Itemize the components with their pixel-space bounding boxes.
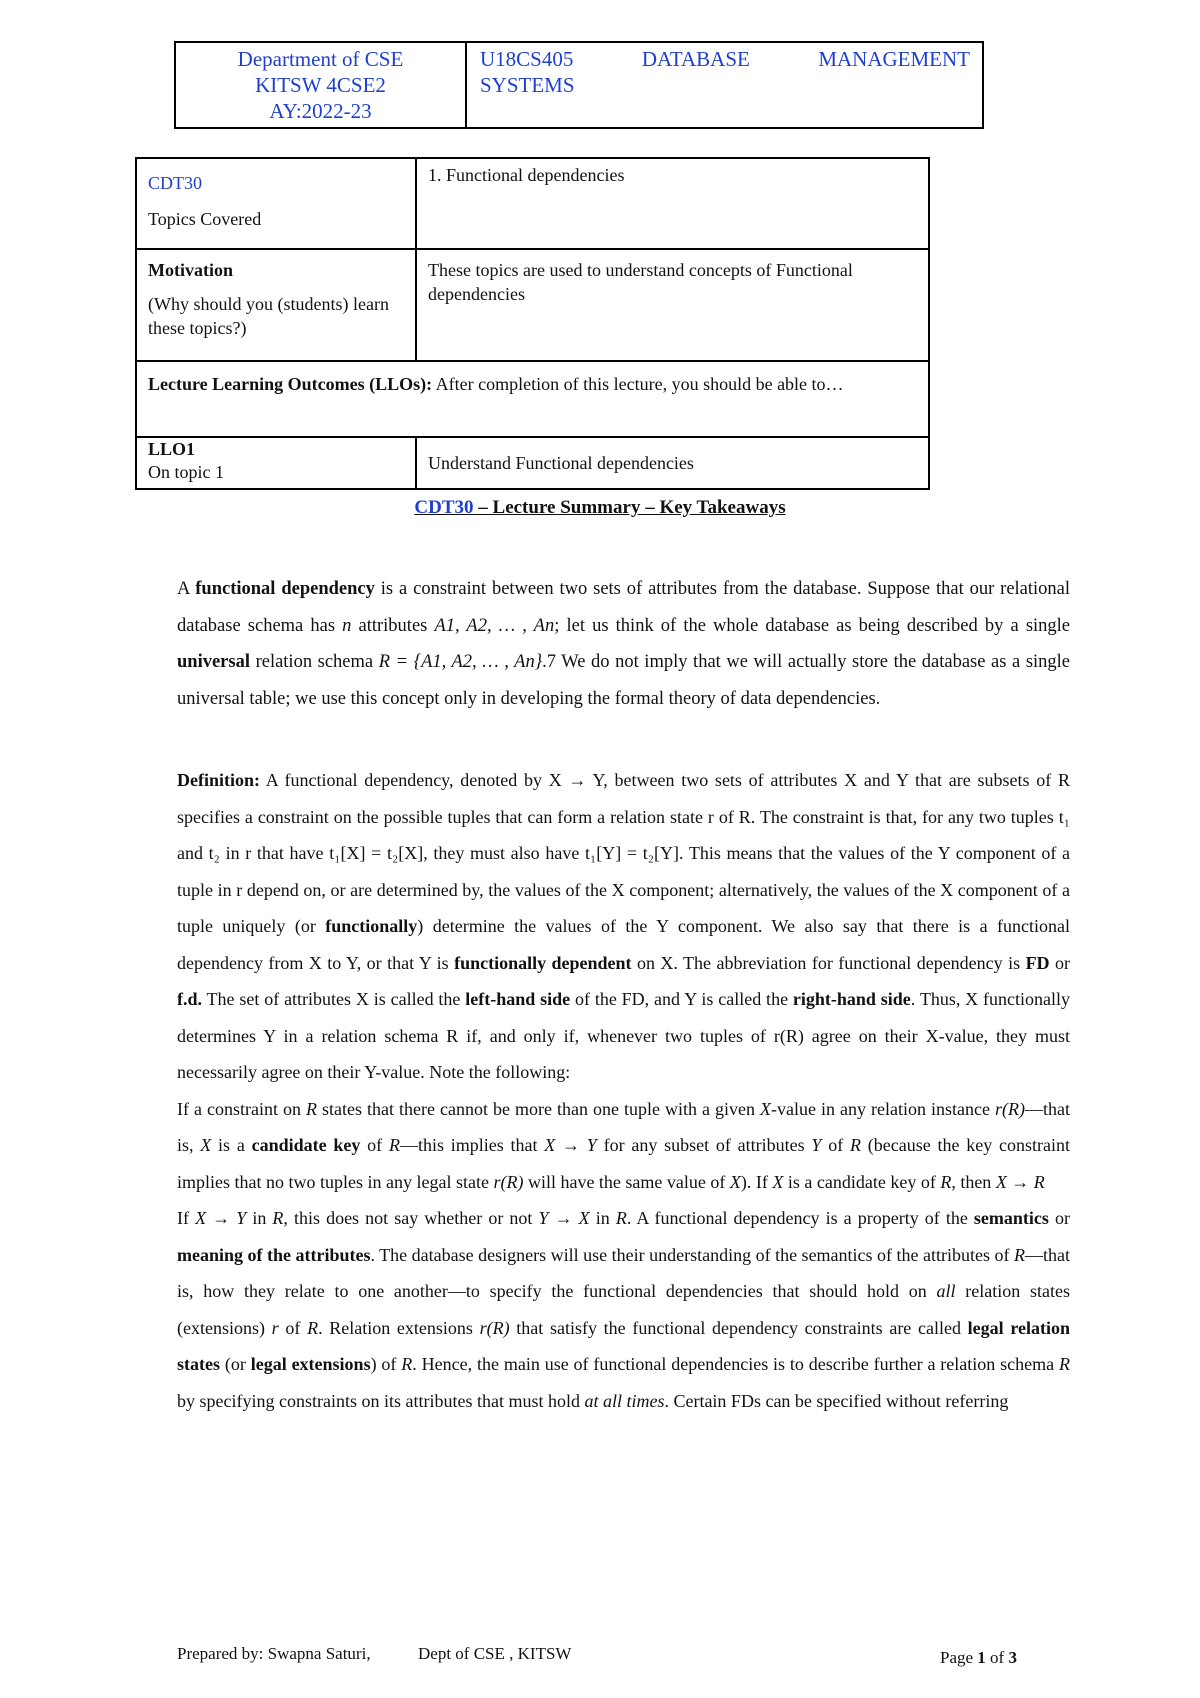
llo-intro-cell bbox=[136, 361, 929, 437]
motivation-label: Motivation bbox=[148, 260, 233, 280]
definition-section: Definition: A functional dependency, denoted by X → Y, between two sets of attributes X and Y that are subsets of R specifies a constraint on the possible tuples that can form a relation state r of R. The constraint is that, for any two tuples t₁ and t₂ in r that have t₁[X] = t₂[X], they must also have t₁[Y] = t₂[Y]. This means that the values of the Y component of a tuple in r depend on, or are determined by, the values of the X component; alternatively, the values of the X component of a tuple uniquely (or functionally) determine the values of the Y component. We also say that there is a functional dependency from X to Y, or that Y is functionally dependent on X. The abbreviation for functional dependency is FD or f.d. The set of attributes X is called the left-hand side of the FD, and Y is called the right-hand side. Thus, X functionally determines Y in a relation schema R if, and only if, whenever two tuples of r(R) agree on their X-value, they must necessarily agree on their Y-value. Note the following: If a constraint on R states that there cannot be more than one tuple with a given X-value in any relation instance r(R)—that is, X is a candidate key of R—this implies that X → Y for any subset of attributes Y of R (because the key constraint implies that no two tuples in any legal state r(R) will have the same value of X). If X is a candidate key of R, then X → R If X → Y in R, this does not say whether or not Y → X in R. A functional dependency is a property of the semantics or meaning of the attributes. The database designers will use their understanding of the semantics of the attributes of R—that is, how they relate to one another—to specify the functional dependencies that should hold on all relation states (extensions) r of R. Relation extensions r(R) that satisfy the functional dependency constraints are called legal relation states (or legal extensions) of R. Hence, the main use of functional dependencies is to describe further a relation schema R by specifying constraints on its attributes that must hold at all times. Certain FDs can be specified without referring bbox=[177, 762, 1070, 1419]
motivation-value: These topics are used to understand concepts of Functional dependencies bbox=[416, 249, 929, 361]
page-number: Page 1 of 3 bbox=[940, 1648, 1017, 1667]
header-section: KITSW 4CSE2 bbox=[255, 73, 386, 97]
llo1-label: LLO1 bbox=[148, 439, 196, 459]
definition-label: Definition: bbox=[177, 770, 260, 790]
footer bbox=[177, 1644, 572, 1664]
topics-label: Topics Covered bbox=[148, 209, 262, 229]
summary-title-rest: – Lecture Summary – Key Takeaways bbox=[473, 497, 786, 518]
motivation-sub: (Why should you (students) learn these topics?) bbox=[148, 294, 389, 338]
header-dept-cell bbox=[176, 43, 467, 127]
semantics-paragraph: If X → Y in R, this does not say whether or not Y → X in R. A functional dependency is a property of the semantics or meaning of the attributes. The database designers will use their understanding of the semantics of the attributes of R—that is, how they relate to one another—to specify the functional dependencies that should hold on all relation states (extensions) r of R. Relation extensions r(R) that satisfy the functional dependency constraints are called legal relation states (or legal extensions) of R. Hence, the main use of functional dependencies is to describe further a relation schema R by specifying constraints on its attributes that must hold at all times. Certain FDs can be specified without referring bbox=[177, 1208, 1071, 1411]
footer-dept: Dept of CSE , KITSW bbox=[418, 1644, 572, 1663]
llo1-cell bbox=[136, 437, 416, 489]
summary-title bbox=[0, 497, 1200, 519]
header-box bbox=[174, 41, 984, 129]
candidate-key-paragraph: If a constraint on R states that there cannot be more than one tuple with a given X-value in any relation instance r(R)—that is, X is a candidate key of R—this implies that X → Y for any subset of attributes Y of R (because the key constraint implies that no two tuples in any legal state r(R) will have the same value of X). If X is a candidate key of R, then X → R bbox=[177, 1098, 1071, 1192]
course-word-database: DATABASE bbox=[641, 47, 750, 71]
llo-text: After completion of this lecture, you should be able to… bbox=[432, 374, 844, 394]
footer-prepared-by: Prepared by: Swapna Saturi, bbox=[177, 1644, 371, 1663]
course-code: U18CS405 bbox=[480, 47, 574, 71]
cdt-code: CDT30 bbox=[148, 173, 202, 193]
course-word-systems: SYSTEMS bbox=[480, 73, 575, 97]
course-word-management: MANAGEMENT bbox=[818, 47, 970, 71]
llo-label: Lecture Learning Outcomes (LLOs): bbox=[148, 374, 433, 394]
intro-paragraph: A functional dependency is a constraint between two sets of attributes from the database. Suppose that our relational database schema has n attributes A1, A2, … , An; let us think of the whole database as being described by a single universal relation schema R = {A1, A2, … , An}.7 We do not imply that we will actually store the database as a single universal table; we use this concept only in developing the formal theory of data dependencies. bbox=[177, 579, 1071, 709]
info-table bbox=[135, 157, 930, 490]
term-universal: universal bbox=[177, 652, 250, 673]
motivation-cell bbox=[136, 249, 416, 361]
header-year: AY:2022-23 bbox=[269, 99, 372, 123]
header-course-cell bbox=[467, 43, 982, 127]
llo1-sub: On topic 1 bbox=[148, 462, 224, 482]
term-functional-dependency: functional dependency bbox=[195, 579, 375, 599]
summary-cdt: CDT30 bbox=[414, 497, 474, 518]
header-dept: Department of CSE bbox=[237, 47, 404, 71]
topics-value: 1. Functional dependencies bbox=[416, 158, 929, 249]
topics-label-cell bbox=[136, 158, 416, 249]
llo1-value: Understand Functional dependencies bbox=[416, 437, 929, 489]
